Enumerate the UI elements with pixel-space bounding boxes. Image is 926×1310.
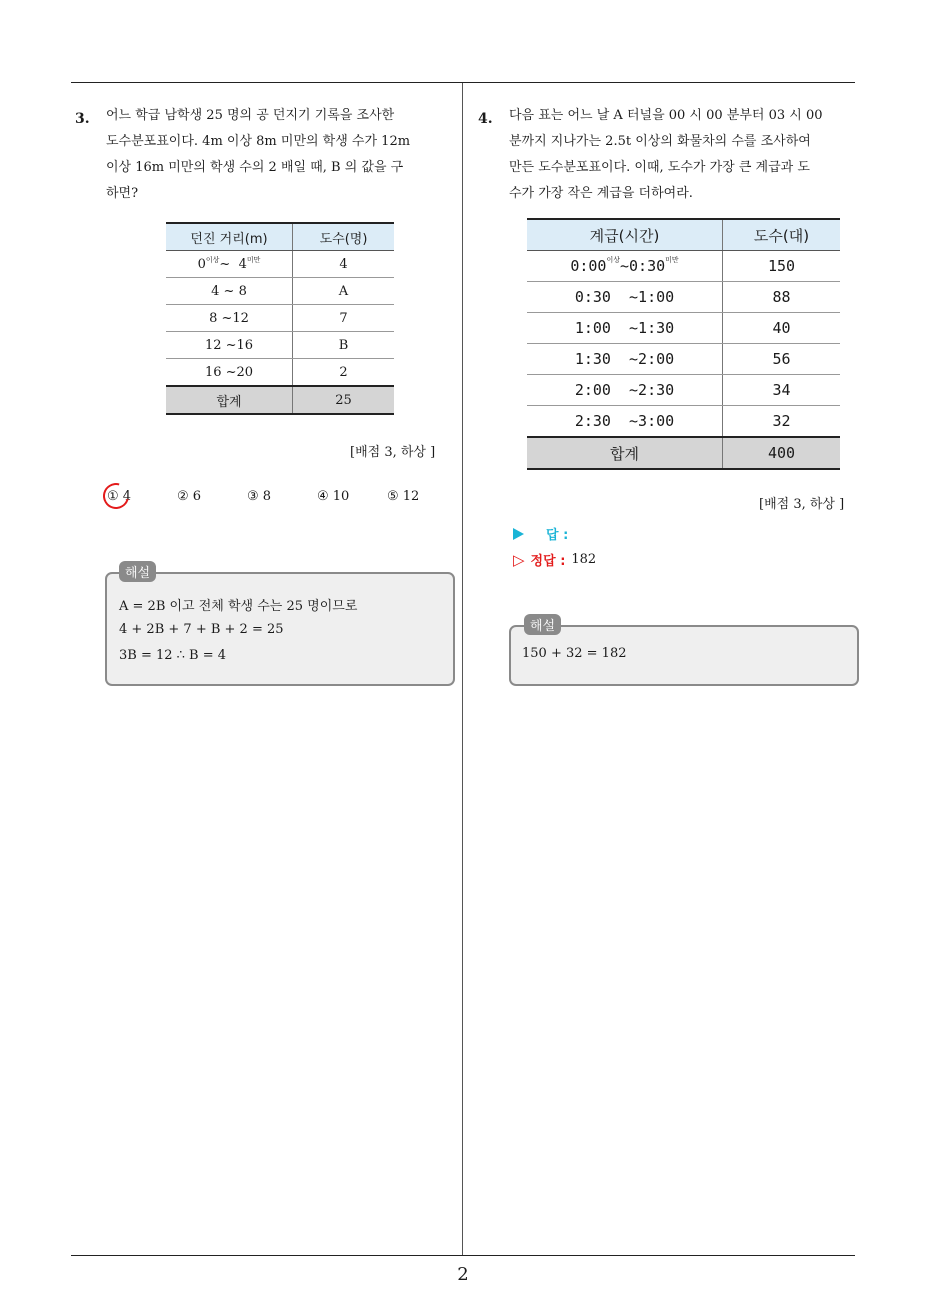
selected-circle-mark [98,478,134,514]
table-total-row [166,386,394,414]
correct-answer-row [513,550,596,569]
question-3-choices [107,489,457,504]
answer-label: 답 : [546,528,569,543]
bottom-rule [71,1255,855,1256]
table-header: 던진 거리(m) [166,223,293,251]
frequency-cell: 150 [723,251,841,282]
table-row [166,251,394,278]
question-4-frequency-table [527,218,840,470]
class-range-cell: 12 ~16 [166,332,293,359]
frequency-cell: B [293,332,395,359]
table-total-row [527,437,840,469]
table-row [527,406,840,438]
correct-answer-label: 정답 : [530,554,566,569]
frequency-cell: 4 [293,251,395,278]
solution-line: 3B = 12 ∴ B = 4 [119,648,227,663]
choice-4[interactable]: ④ 10 [317,489,350,504]
class-range-cell: 16 ~20 [166,359,293,387]
question-4-text [509,103,859,207]
total-label: 합계 [166,386,293,414]
choice-2[interactable]: ② 6 [177,489,202,504]
question-3-number: 3. [75,111,90,127]
solution-line: 4 + 2B + 7 + B + 2 = 25 [119,622,284,637]
table-row [527,251,840,282]
question-3-line: 하면? [106,186,139,201]
answer-row [513,524,568,543]
page-number: 2 [457,1264,469,1285]
class-range-cell: 1:00 ~1:30 [527,313,723,344]
class-range-cell: 8 ~12 [166,305,293,332]
question-4-line: 만든 도수분포표이다. 이때, 도수가 가장 큰 계급과 도 [509,160,810,175]
question-3-line: 이상 16m 미만의 학생 수의 2 배일 때, B 의 값을 구 [106,160,404,175]
question-3-text [106,103,456,207]
frequency-cell: 56 [723,344,841,375]
table-header: 도수(명) [293,223,395,251]
question-3-line: 도수분포표이다. 4m 이상 8m 미만의 학생 수가 12m [106,134,411,149]
total-value: 400 [723,437,841,469]
correct-answer-value: 182 [571,552,597,567]
choice-3[interactable]: ③ 8 [247,489,272,504]
table-row [527,375,840,406]
question-4-solution-tag: 해설 [524,614,561,635]
frequency-cell: 88 [723,282,841,313]
frequency-cell: 32 [723,406,841,438]
solution-line: A = 2B 이고 전체 학생 수는 25 명이므로 [119,599,358,614]
table-row [527,282,840,313]
table-row [166,332,394,359]
table-header: 도수(대) [723,219,841,251]
question-3-line: 어느 학급 남학생 25 명의 공 던지기 기록을 조사한 [106,108,395,123]
solution-line: 150 + 32 = 182 [522,646,627,661]
question-4-score-meta: [배점 3, 하상 ] [759,497,845,512]
class-range-cell: $0:00^{이상}\sim 0:30^{미만}$ [527,251,723,282]
frequency-cell: 34 [723,375,841,406]
table-row [166,305,394,332]
table-row [166,278,394,305]
top-rule [71,82,855,83]
class-range-cell: 2:00 ~2:30 [527,375,723,406]
class-range-cell: $0^{이상}\sim$ $4^{미만}$ [166,251,293,278]
outline-triangle-icon: ▷ [513,550,525,569]
class-range-cell: 0:30 ~1:00 [527,282,723,313]
frequency-cell: 7 [293,305,395,332]
table-row [527,344,840,375]
class-range-cell: 2:30 ~3:00 [527,406,723,438]
play-triangle-icon [513,528,524,540]
question-3-solution-tag: 해설 [119,561,156,582]
question-3-score-meta: [배점 3, 하상 ] [350,445,436,460]
class-range-cell: 4 ~ 8 [166,278,293,305]
question-4-line: 다음 표는 어느 날 A 터널을 00 시 00 분부터 03 시 00 [509,108,823,123]
table-row [527,313,840,344]
class-range-cell: 1:30 ~2:00 [527,344,723,375]
question-4-number: 4. [478,111,493,127]
column-divider [462,83,463,1255]
total-value: 25 [293,386,395,414]
question-4-line: 분까지 지나가는 2.5t 이상의 화물차의 수를 조사하여 [509,134,811,149]
table-row [166,359,394,387]
question-3-frequency-table [166,222,394,415]
choice-1[interactable]: ① 4 [107,489,177,504]
table-header: 계급(시간) [527,219,723,251]
total-label: 합계 [527,437,723,469]
frequency-cell: A [293,278,395,305]
choice-5[interactable]: ⑤ 12 [387,489,420,504]
frequency-cell: 2 [293,359,395,387]
frequency-cell: 40 [723,313,841,344]
question-4-line: 수가 가장 작은 계급을 더하여라. [509,186,693,201]
